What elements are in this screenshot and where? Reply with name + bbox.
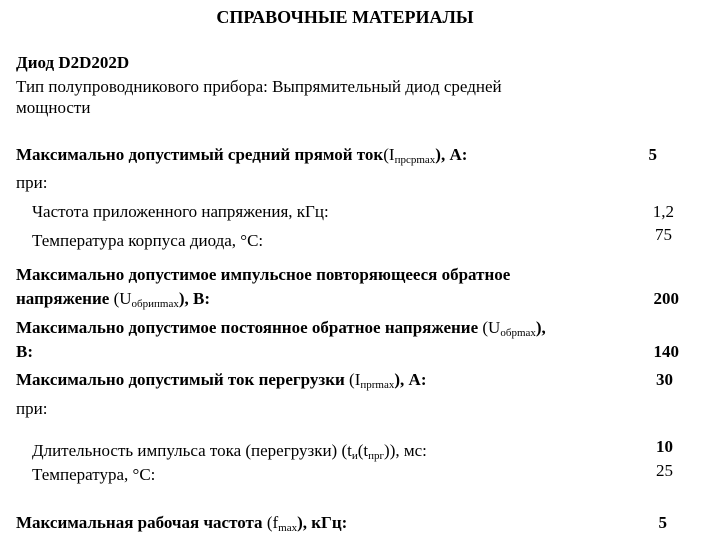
param-symbol-close: ), А: xyxy=(394,370,427,389)
param-symbol-open: (I xyxy=(344,370,361,389)
param-label: Максимальная рабочая частота xyxy=(16,513,263,532)
param-overload-current-value: 30 xyxy=(656,370,673,389)
condition-case-temp-label: Температура корпуса диода, °С: xyxy=(32,231,264,250)
param-symbol-close: ), В: xyxy=(178,289,210,308)
param-label: Максимально допустимое постоянное обратное напряжение xyxy=(16,318,479,337)
device-type-line1: Тип полупроводникового прибора: Выпрямительный диод средней xyxy=(16,77,502,96)
param-symbol-close: ), кГц: xyxy=(297,513,348,532)
param-symbol-sub: обрипmax xyxy=(131,298,179,310)
param-symbol-sub: max xyxy=(278,522,298,534)
param-max-operating-frequency xyxy=(16,513,347,533)
param-dc-reverse-voltage-unit: В: xyxy=(16,342,33,361)
param-symbol-sub: обрmax xyxy=(500,327,536,339)
param-symbol-close: ), А: xyxy=(435,145,468,164)
condition-pulse-duration-value: 10 xyxy=(656,437,673,456)
param-label: Максимально допустимый ток перегрузки xyxy=(16,370,345,389)
param-symbol-open: (f xyxy=(262,513,279,532)
param-symbol-open: (U xyxy=(478,318,501,337)
device-type-line2: мощности xyxy=(16,98,91,117)
param-pulse-reverse-voltage-value: 200 xyxy=(653,289,679,308)
condition-frequency-label: Частота приложенного напряжения, кГц: xyxy=(32,202,329,221)
param-symbol-open: (I xyxy=(383,145,395,164)
condition-temperature-label: Температура, °С: xyxy=(32,465,156,484)
param-max-operating-frequency-value: 5 xyxy=(658,513,667,532)
param-symbol-sub: прсрmax xyxy=(394,154,436,166)
page-title: СПРАВОЧНЫЕ МАТЕРИАЛЫ xyxy=(216,7,474,27)
param-symbol-open: (U xyxy=(109,289,132,308)
param-label: Максимально допустимый средний прямой ток xyxy=(16,145,384,164)
param-overload-current xyxy=(16,370,426,390)
param-symbol-close: ), xyxy=(535,318,546,337)
condition-frequency-value: 1,2 xyxy=(652,202,674,221)
condition-case-temp-value: 75 xyxy=(655,225,672,244)
condition-temperature-value: 25 xyxy=(656,461,673,480)
device-name: Диод D2D202D xyxy=(16,53,130,72)
param-avg-forward-current-value: 5 xyxy=(648,145,657,164)
param-pulse-reverse-voltage-line2 xyxy=(16,289,210,309)
param-label: напряжение xyxy=(16,289,110,308)
param-dc-reverse-voltage xyxy=(16,318,546,338)
condition-at-label-2: при: xyxy=(16,399,48,418)
param-pulse-reverse-voltage-line1: Максимально допустимое импульсное повторяющееся обратное xyxy=(16,265,511,284)
param-dc-reverse-voltage-value: 140 xyxy=(653,342,679,361)
param-avg-forward-current xyxy=(16,145,467,165)
condition-at-label: при: xyxy=(16,173,48,192)
condition-pulse-duration-label: Длительность импульса тока (перегрузки) $(t_и(t_{прг}))$, мс: xyxy=(32,441,427,462)
param-symbol-sub: прrmax xyxy=(360,379,395,391)
